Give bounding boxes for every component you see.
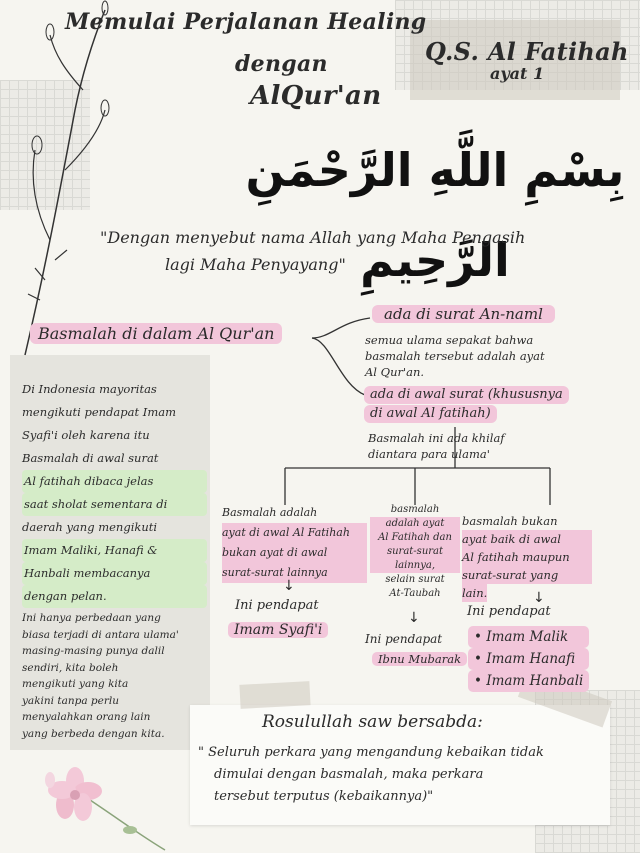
left-note-line: saat sholat sementara di	[22, 493, 207, 516]
page-title-line3: AlQur'an	[250, 81, 382, 111]
opinion2-line: basmalah	[390, 504, 440, 515]
al-fatihah-label2-text: di awal Al fatihah)	[370, 406, 491, 421]
an-naml-label	[372, 305, 555, 323]
left-note2-line: yakini tanpa perlu	[22, 694, 120, 707]
opinion1-line: Basmalah adalah	[222, 506, 318, 519]
left-note	[22, 378, 207, 608]
al-fatihah-desc-2: diantara para ulama'	[368, 447, 490, 461]
left-note2-line: mengikuti yang kita	[22, 678, 129, 690]
left-note-line: daerah yang mengikuti	[22, 520, 158, 534]
opinion1-imam	[228, 622, 328, 638]
hadith-line: " Seluruh perkara yang mengandung kebaikan tidak	[198, 745, 544, 760]
left-note-line: Al fatihah dibaca jelas	[22, 470, 207, 493]
al-fatihah-label1-text: ada di awal surat (khususnya	[370, 387, 563, 402]
opinion1-line: ayat di awal Al Fatihah	[222, 523, 367, 543]
opinion1-imam-text: Imam Syafi'i	[234, 622, 323, 638]
hadith-line: tersebut terputus (kebaikannya)"	[214, 789, 434, 804]
left-note-line: Hanbali membacanya	[22, 562, 207, 585]
opinion2-line: lainnya,	[370, 559, 460, 573]
basmalah-arabic: بِسْمِ اللَّهِ الرَّحْمَنِ الرَّحِيمِ	[245, 143, 625, 287]
opinion1-line: surat-surat lainnya	[222, 563, 367, 583]
left-note-line: Di Indonesia mayoritas	[22, 382, 157, 396]
surah-name: Q.S. Al Fatihah	[425, 37, 629, 66]
opinion2-line: selain surat	[385, 574, 445, 585]
left-note-line: Imam Maliki, Hanafi &	[22, 539, 207, 562]
surah-ayat: ayat 1	[490, 64, 545, 83]
left-note-line: mengikuti pendapat Imam	[22, 405, 176, 419]
left-note-2	[22, 610, 212, 742]
left-note-line: Syafi'i oleh karena itu	[22, 428, 150, 442]
opinion-2	[370, 503, 460, 601]
an-naml-desc-2: basmalah tersebut adalah ayat	[365, 349, 545, 363]
hadith-heading: Rosulullah saw bersabda:	[262, 712, 483, 732]
opinion1-pendapat: Ini pendapat	[235, 598, 319, 613]
left-note2-line: sendiri, kita boleh	[22, 661, 119, 674]
flower-icon	[20, 760, 170, 853]
left-note-line: dengan pelan.	[22, 585, 207, 608]
opinion2-line: Al Fatihah dan	[370, 531, 460, 545]
opinion2-imam	[372, 652, 467, 666]
left-note-line: Basmalah di awal surat	[22, 451, 159, 465]
opinion3-imams	[468, 626, 589, 692]
hadith-text	[198, 742, 544, 808]
opinion2-line: surat-surat	[370, 545, 460, 559]
translation-line1: "Dengan menyebut nama Allah yang Maha Pengasih	[100, 228, 526, 247]
translation-line2: lagi Maha Penyayang"	[165, 255, 346, 274]
opinion3-imam: • Imam Malik	[468, 626, 589, 648]
hadith-line: dimulai dengan basmalah, maka perkara	[214, 767, 484, 782]
al-fatihah-desc-1: Basmalah ini ada khilaf	[368, 431, 505, 445]
opinion2-pendapat: Ini pendapat	[365, 632, 443, 646]
opinion1-line: bukan ayat di awal	[222, 543, 367, 563]
opinion-3	[462, 512, 592, 602]
left-note2-line: Ini hanya perbedaan yang	[22, 612, 161, 624]
an-naml-desc-1: semua ulama sepakat bahwa	[365, 333, 534, 347]
al-fatihah-label1	[364, 386, 569, 404]
opinion3-line: ayat baik di awal	[462, 530, 592, 548]
opinion2-line: At-Taubah	[389, 588, 441, 599]
left-note2-line: biasa terjadi di antara ulama'	[22, 628, 179, 641]
left-note2-line: masing-masing punya dalil	[22, 645, 165, 657]
left-note2-line: menyalahkan orang lain	[22, 711, 151, 723]
an-naml-label-text: ada di surat An-naml	[384, 305, 543, 323]
arrow-down-icon: ↓	[283, 578, 295, 594]
basmalah-heading-text: Basmalah di dalam Al Qur'an	[38, 324, 275, 343]
opinion3-line: lain.	[462, 586, 488, 600]
opinion-1	[222, 503, 367, 583]
arrow-down-icon: ↓	[408, 610, 420, 626]
al-fatihah-label2	[364, 405, 497, 423]
opinion2-imam-text: Ibnu Mubarak	[378, 652, 462, 666]
arrow-down-icon: ↓	[533, 590, 545, 606]
opinion3-pendapat: Ini pendapat	[467, 604, 551, 619]
left-note2-line: yang berbeda dengan kita.	[22, 727, 165, 740]
opinion3-line: surat-surat yang	[462, 566, 592, 584]
opinion3-imam: • Imam Hanbali	[468, 670, 589, 692]
opinion3-line: Al fatihah maupun	[462, 548, 592, 566]
opinion3-imam: • Imam Hanafi	[468, 648, 589, 670]
opinion3-line: basmalah bukan	[462, 514, 558, 528]
page-title-line1: Memulai Perjalanan Healing	[65, 9, 427, 35]
page-title-line2: dengan	[235, 51, 328, 77]
an-naml-desc-3: Al Qur'an.	[365, 365, 425, 379]
opinion2-line: adalah ayat	[370, 517, 460, 531]
